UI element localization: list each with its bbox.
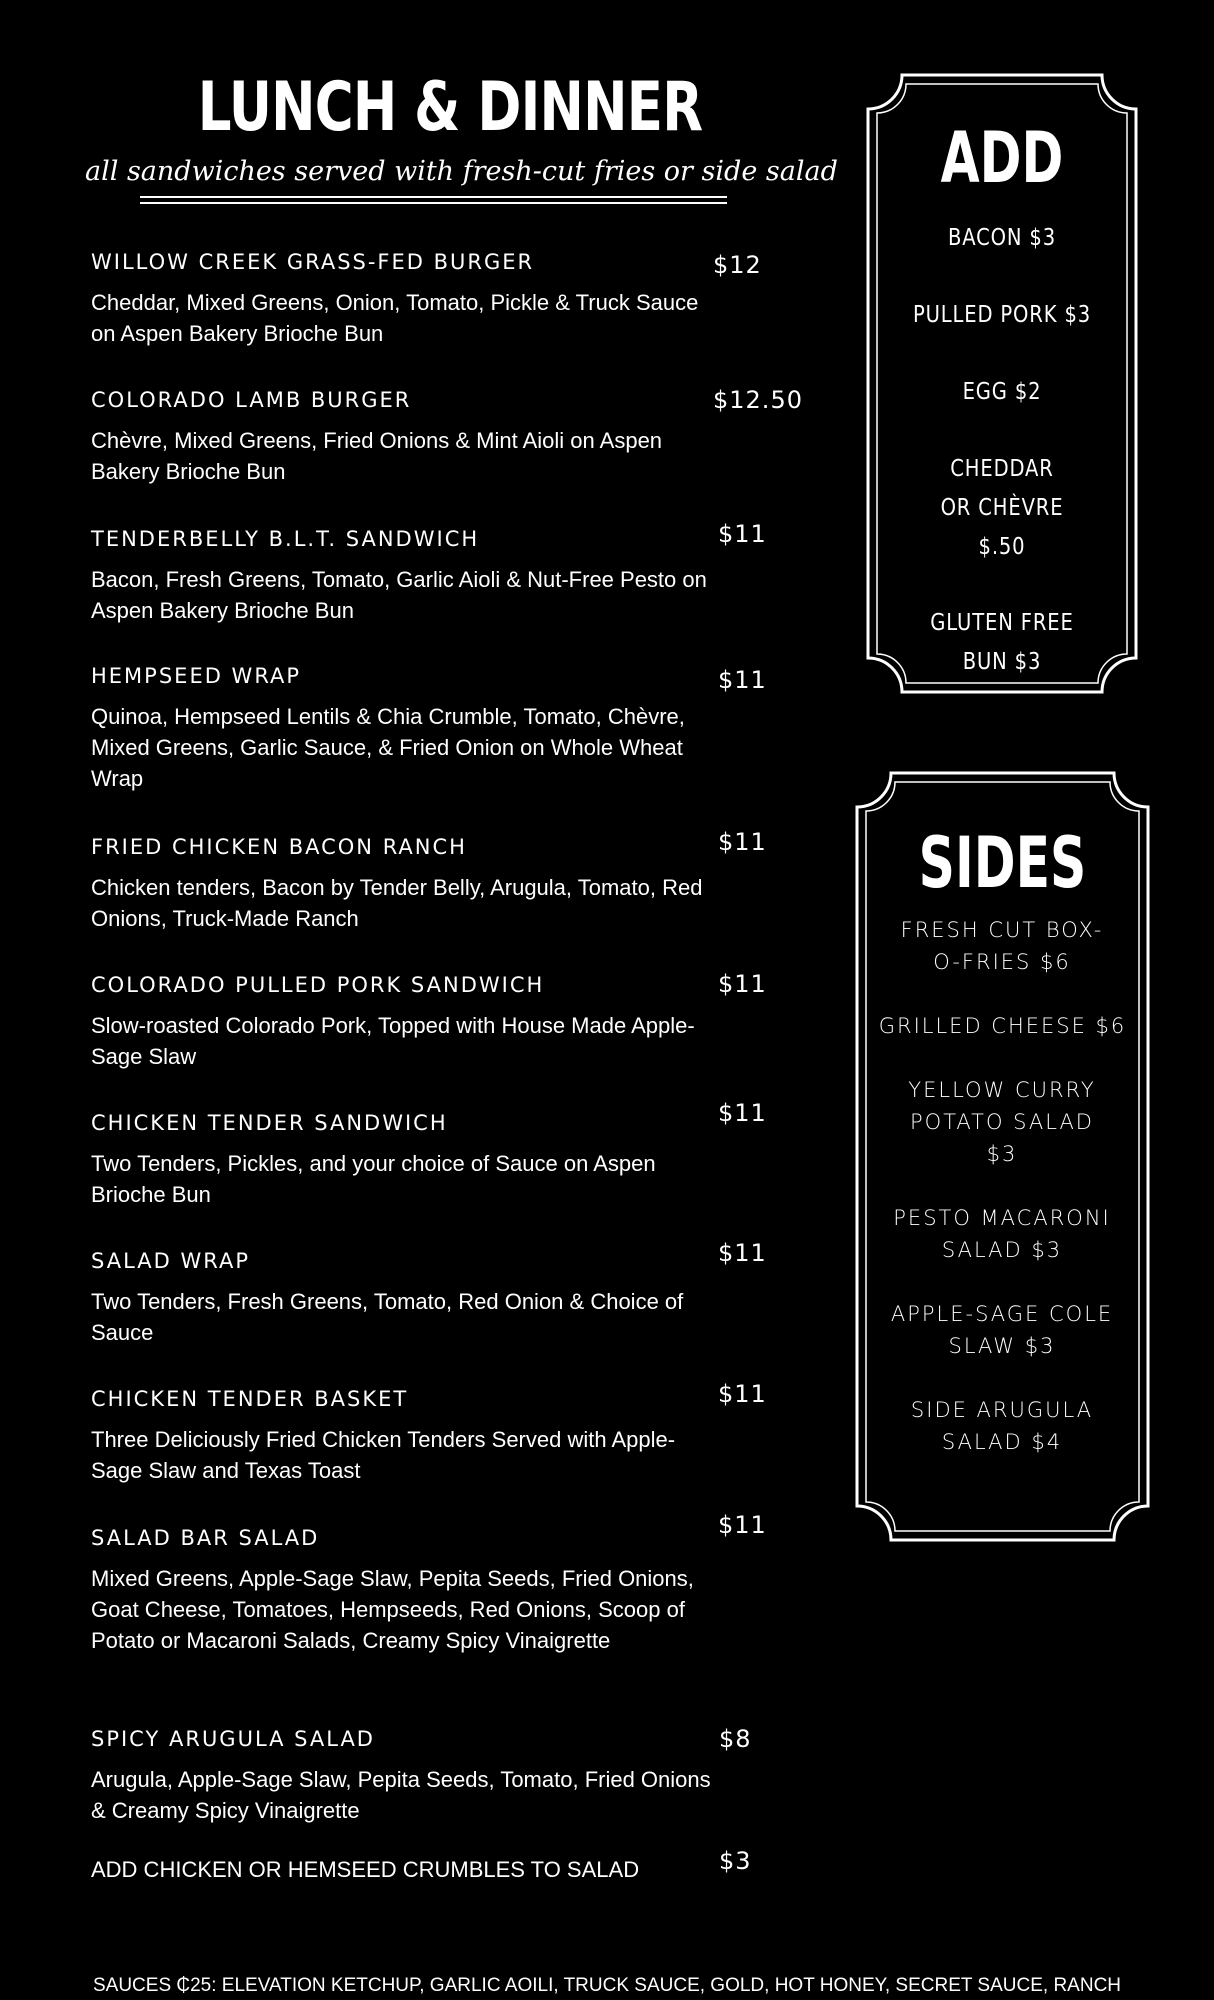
add-item: BACON $3 xyxy=(947,225,1057,251)
salad-addon-price: $3 xyxy=(719,1847,752,1875)
add-item: GLUTEN FREE BUN $3 xyxy=(930,610,1074,675)
menu-item-name: SPICY ARUGULA SALAD xyxy=(91,1727,375,1751)
menu-item-price: $11 xyxy=(718,970,767,998)
menu-item-description: Cheddar, Mixed Greens, Onion, Tomato, Pickle & Truck Sauce on Aspen Bakery Brioche Bun xyxy=(91,290,699,346)
side-item: YELLOW CURRY POTATO SALAD $3 xyxy=(908,1078,1096,1166)
menu-item-price: $11 xyxy=(718,666,767,694)
menu-item-name: SALAD WRAP xyxy=(91,1249,251,1273)
menu-item xyxy=(91,1251,711,1348)
menu-item-name: COLORADO LAMB BURGER xyxy=(91,388,412,412)
menu-item xyxy=(91,1113,711,1210)
menu-item-name: CHICKEN TENDER BASKET xyxy=(91,1387,409,1411)
menu-item-name: SALAD BAR SALAD xyxy=(91,1526,320,1550)
add-item: EGG $2 xyxy=(962,379,1042,405)
side-item: PESTO MACARONI SALAD $3 xyxy=(893,1206,1111,1262)
add-panel-title: ADD xyxy=(940,117,1064,199)
add-panel xyxy=(866,73,1138,694)
menu-item-description: Two Tenders, Fresh Greens, Tomato, Red Onion & Choice of Sauce xyxy=(91,1289,684,1345)
menu-item-price: $11 xyxy=(718,1380,767,1408)
menu-item-price: $8 xyxy=(719,1725,752,1753)
menu-item-description: Three Deliciously Fried Chicken Tenders Served with Apple-Sage Slaw and Texas Toast xyxy=(91,1427,676,1483)
menu-item-description: Bacon, Fresh Greens, Tomato, Garlic Aioli & Nut-Free Pesto on Aspen Bakery Brioche Bun xyxy=(91,567,707,623)
side-item: SIDE ARUGULA SALAD $4 xyxy=(910,1398,1094,1454)
menu-item-name: COLORADO PULLED PORK SANDWICH xyxy=(91,973,545,997)
menu-title: LUNCH & DINNER xyxy=(197,68,703,147)
menu-item-price: $11 xyxy=(718,828,767,856)
menu-item xyxy=(91,252,711,349)
side-item: FRESH CUT BOX-O-FRIES $6 xyxy=(900,918,1104,974)
menu-item-description: Slow-roasted Colorado Pork, Topped with House Made Apple-Sage Slaw xyxy=(91,1013,695,1069)
menu-item-price: $11 xyxy=(718,520,767,548)
menu-item-name: TENDERBELLY B.L.T. SANDWICH xyxy=(91,527,480,551)
menu-subtitle: all sandwiches served with fresh-cut fries or side salad xyxy=(85,156,838,187)
side-item: APPLE-SAGE COLE SLAW $3 xyxy=(890,1302,1114,1358)
menu-item-price: $12 xyxy=(713,251,762,279)
sides-panel xyxy=(855,771,1150,1542)
menu-item-description: Two Tenders, Pickles, and your choice of Sauce on Aspen Brioche Bun xyxy=(91,1151,656,1207)
menu-item-description: Arugula, Apple-Sage Slaw, Pepita Seeds, Tomato, Fried Onions & Creamy Spicy Vinaigrette xyxy=(91,1767,711,1823)
menu-item-description: Chèvre, Mixed Greens, Fried Onions & Mint Aioli on Aspen Bakery Brioche Bun xyxy=(91,428,663,484)
side-item: GRILLED CHEESE $6 xyxy=(878,1014,1127,1038)
menu-item xyxy=(91,1389,711,1486)
menu-item xyxy=(91,529,711,626)
menu-item-price: $11 xyxy=(718,1511,767,1539)
menu-item-name: HEMPSEED WRAP xyxy=(91,664,302,688)
menu-item-name: CHICKEN TENDER SANDWICH xyxy=(91,1111,448,1135)
menu-item xyxy=(91,975,711,1072)
subtitle-underline xyxy=(140,196,727,204)
menu-item xyxy=(91,1528,711,1656)
menu-item-name: WILLOW CREEK GRASS-FED BURGER xyxy=(91,250,535,274)
menu-item xyxy=(91,390,711,487)
sauces-footer: SAUCES ₵25: ELEVATION KETCHUP, GARLIC AOILI, TRUCK SAUCE, GOLD, HOT HONEY, SECRET SAUCE, RANCH xyxy=(92,1975,1122,1996)
add-item: CHEDDAR OR CHÈVRE $.50 xyxy=(940,456,1064,560)
menu-item xyxy=(91,666,711,794)
menu-item xyxy=(91,1729,711,1826)
menu-item-price: $11 xyxy=(718,1099,767,1127)
menu-item-price: $11 xyxy=(718,1239,767,1267)
salad-addon-note: ADD CHICKEN OR HEMSEED CRUMBLES TO SALAD xyxy=(91,1857,640,1882)
menu-item xyxy=(91,837,711,934)
sides-panel-title: SIDES xyxy=(918,822,1087,904)
menu-item-name: FRIED CHICKEN BACON RANCH xyxy=(91,835,467,859)
menu-item-price: $12.50 xyxy=(713,386,803,414)
menu-item-description: Chicken tenders, Bacon by Tender Belly, Arugula, Tomato, Red Onions, Truck-Made Ranch xyxy=(91,875,703,931)
menu-item-description: Mixed Greens, Apple-Sage Slaw, Pepita Seeds, Fried Onions, Goat Cheese, Tomatoes, Hempseeds, Red Onions, Scoop of Potato or Macaroni Salads, Creamy Spicy Vinaigrette xyxy=(91,1566,694,1653)
add-item: PULLED PORK $3 xyxy=(912,302,1092,328)
menu-item-description: Quinoa, Hempseed Lentils & Chia Crumble, Tomato, Chèvre, Mixed Greens, Garlic Sauce, & Fried Onion on Whole Wheat Wrap xyxy=(91,704,685,791)
